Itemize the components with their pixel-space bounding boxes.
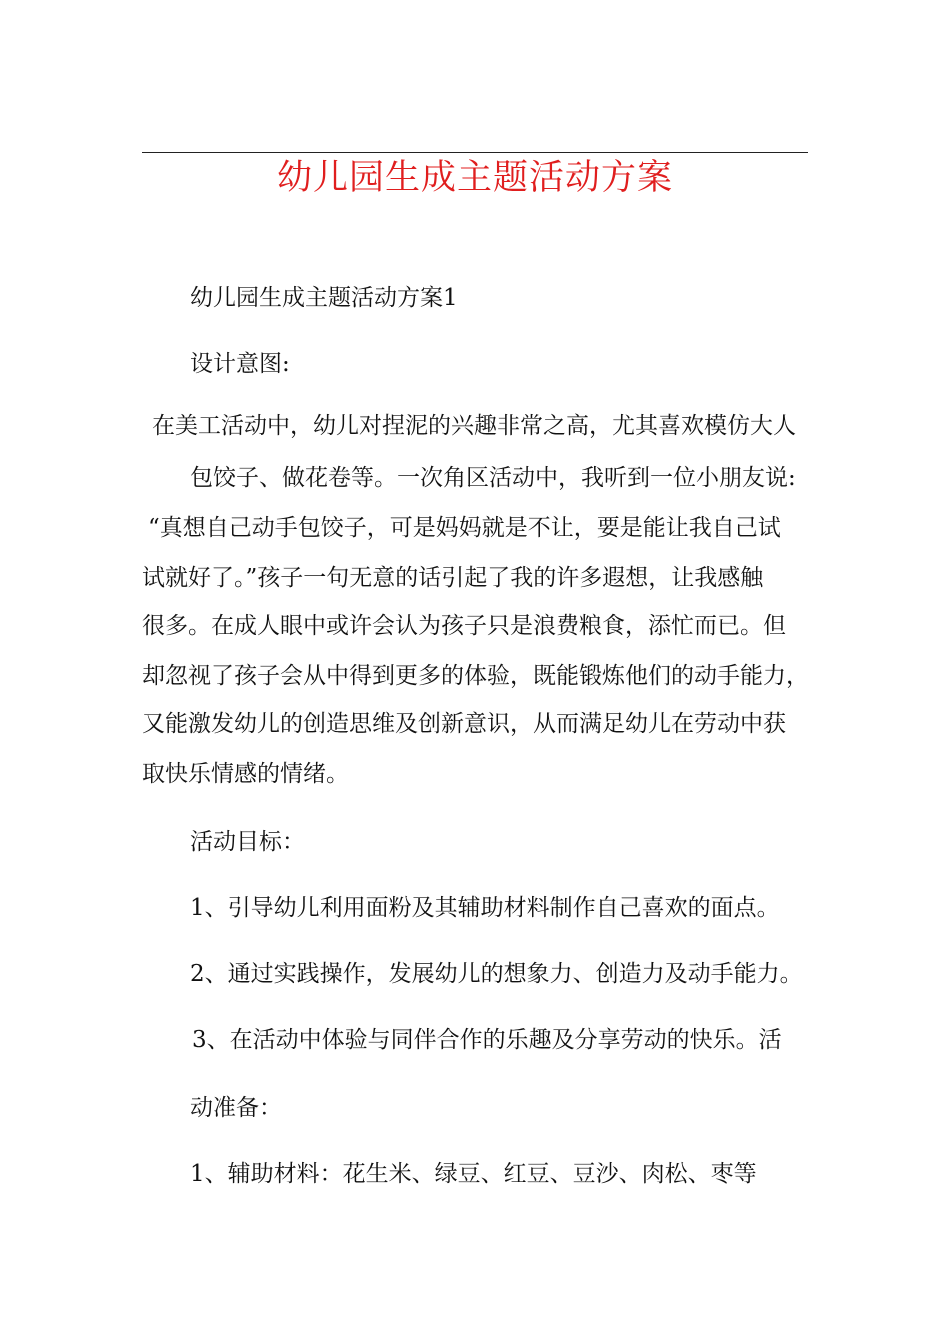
paragraph-line: “真想自己动手包饺子，可是妈妈就是不让，要是能让我自己试 xyxy=(148,515,781,541)
goals-heading: 活动目标： xyxy=(190,829,305,855)
goal-item: 2、通过实践操作，发展幼儿的想象力、创造力及动手能力。 xyxy=(190,961,803,987)
goal-item: 3、在活动中体验与同伴合作的乐趣及分享劳动的快乐。活 xyxy=(192,1027,782,1053)
paragraph-line: 又能激发幼儿的创造思维及创新意识，从而满足幼儿在劳动中获 xyxy=(142,711,786,737)
paragraph-line: 取快乐情感的情绪。 xyxy=(142,761,349,787)
goal-item: 1、引导幼儿利用面粉及其辅助材料制作自己喜欢的面点。 xyxy=(190,895,780,921)
paragraph-line: 包饺子、做花卷等。一次角区活动中，我听到一位小朋友说: xyxy=(190,465,796,491)
header-rule xyxy=(142,152,808,153)
paragraph-line: 试就好了。”孩子一句无意的话引起了我的许多遐想，让我感触 xyxy=(142,565,764,591)
prep-heading: 动准备： xyxy=(190,1095,282,1121)
design-heading: 设计意图: xyxy=(190,351,290,377)
document-title: 幼儿园生成主题活动方案 xyxy=(276,158,673,198)
prep-item: 1、辅助材料：花生米、绿豆、红豆、豆沙、肉松、枣等 xyxy=(190,1161,757,1187)
paragraph-line: 却忽视了孩子会从中得到更多的体验，既能锻炼他们的动手能力， xyxy=(142,663,809,689)
section-subtitle: 幼儿园生成主题活动方案1 xyxy=(190,285,458,311)
paragraph-line: 很多。在成人眼中或许会认为孩子只是浪费粮食，添忙而已。但 xyxy=(142,613,786,639)
paragraph-line: 在美工活动中，幼儿对捏泥的兴趣非常之高，尤其喜欢模仿大人 xyxy=(152,413,796,439)
